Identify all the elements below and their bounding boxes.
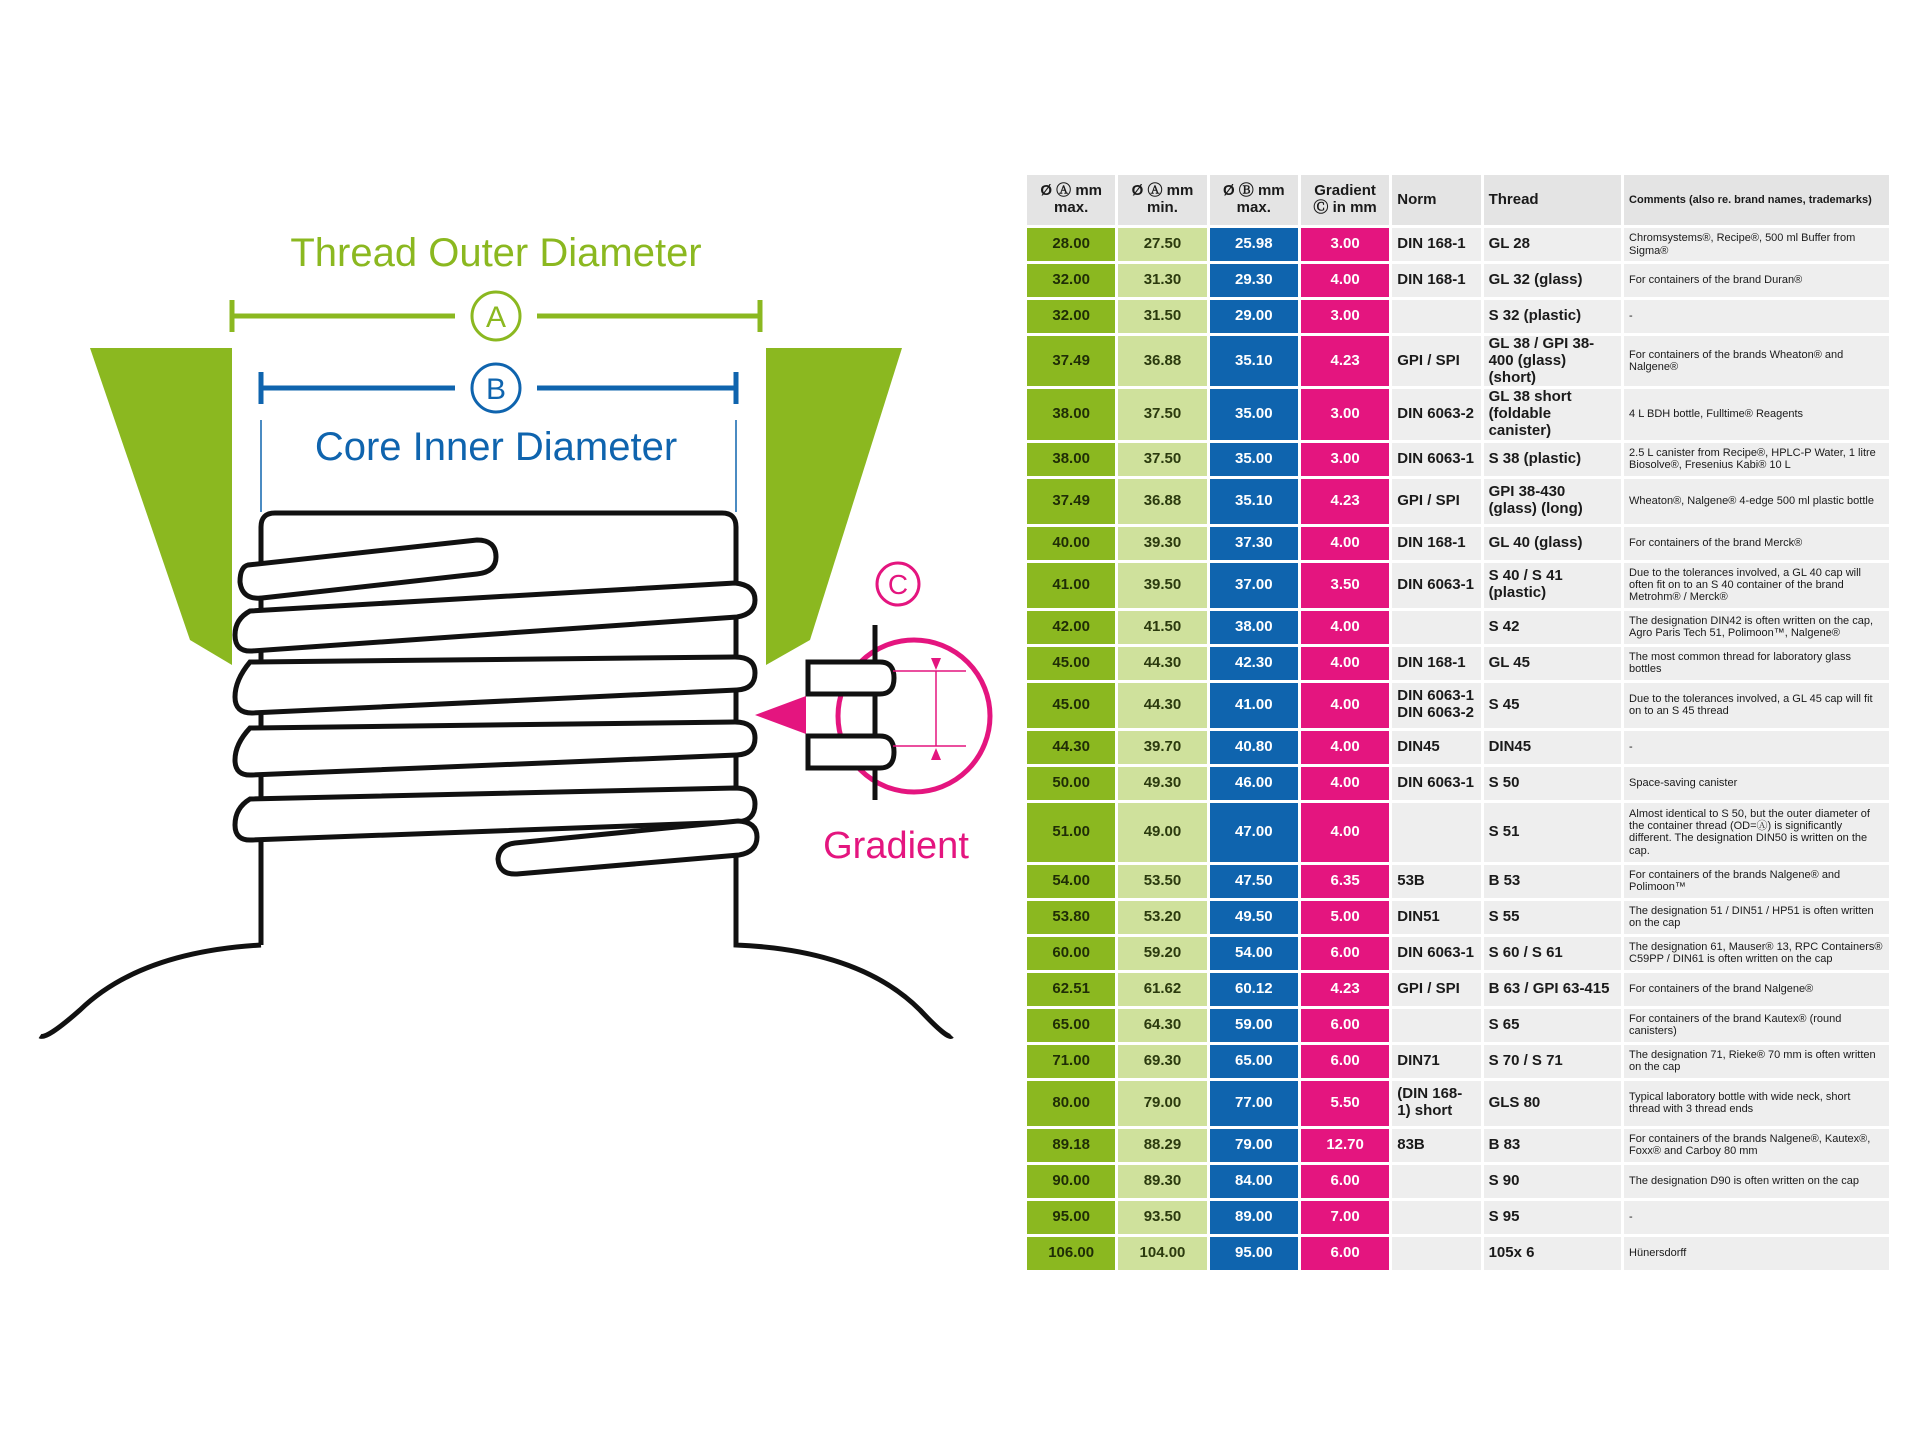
table-row (1027, 563, 1889, 608)
table-row (1027, 300, 1889, 333)
cell-b-max: 35.10 (1210, 336, 1298, 386)
cell-gradient: 6.00 (1301, 1045, 1389, 1078)
cell-thread: S 55 (1484, 901, 1621, 934)
cell-b-max: 42.30 (1210, 647, 1298, 680)
cap-left-wall (90, 348, 232, 665)
cell-b-max: 40.80 (1210, 731, 1298, 764)
cell-norm (1392, 1237, 1480, 1270)
cell-norm (1392, 803, 1480, 862)
cell-a-min: 39.70 (1118, 731, 1206, 764)
cell-a-min: 44.30 (1118, 647, 1206, 680)
cell-a-max: 45.00 (1027, 683, 1115, 728)
cell-gradient: 6.00 (1301, 1165, 1389, 1198)
cell-gradient: 4.00 (1301, 767, 1389, 800)
table-row (1027, 264, 1889, 297)
cell-thread: DIN45 (1484, 731, 1621, 764)
cell-norm: DIN 6063-1 (1392, 443, 1480, 476)
cell-a-min: 41.50 (1118, 611, 1206, 644)
cell-thread: S 32 (plastic) (1484, 300, 1621, 333)
cell-thread: B 53 (1484, 865, 1621, 898)
cell-comment: Almost identical to S 50, but the outer diameter of the container thread (OD=Ⓐ) is significantly different. The designation DIN50 is written on the cap. (1624, 803, 1889, 862)
cell-a-max: 65.00 (1027, 1009, 1115, 1042)
table-row (1027, 803, 1889, 862)
cell-gradient: 12.70 (1301, 1129, 1389, 1162)
cell-comment: For containers of the brands Nalgene® and Polimoon™ (1624, 865, 1889, 898)
cell-thread: GL 45 (1484, 647, 1621, 680)
cell-gradient: 3.00 (1301, 228, 1389, 261)
cell-norm: 83B (1392, 1129, 1480, 1162)
cell-a-min: 36.88 (1118, 479, 1206, 524)
cell-gradient: 4.00 (1301, 611, 1389, 644)
cell-comment: For containers of the brand Kautex® (round canisters) (1624, 1009, 1889, 1042)
cell-norm: DIN 168-1 (1392, 527, 1480, 560)
cell-comment: Wheaton®, Nalgene® 4-edge 500 ml plastic bottle (1624, 479, 1889, 524)
table-row (1027, 1081, 1889, 1126)
cell-norm (1392, 1201, 1480, 1234)
cell-gradient: 6.00 (1301, 937, 1389, 970)
cell-gradient: 5.50 (1301, 1081, 1389, 1126)
cell-a-min: 44.30 (1118, 683, 1206, 728)
cell-thread: B 83 (1484, 1129, 1621, 1162)
table-row (1027, 1165, 1889, 1198)
header-comments: Comments (also re. brand names, trademarks) (1624, 175, 1889, 225)
cell-gradient: 7.00 (1301, 1201, 1389, 1234)
table-row (1027, 683, 1889, 728)
cell-comment: The designation 71, Rieke® 70 mm is often written on the cap (1624, 1045, 1889, 1078)
cell-comment: Chromsystems®, Recipe®, 500 ml Buffer from Sigma® (1624, 228, 1889, 261)
cell-gradient: 4.23 (1301, 336, 1389, 386)
table-row (1027, 731, 1889, 764)
cell-norm: GPI / SPI (1392, 973, 1480, 1006)
table-row (1027, 973, 1889, 1006)
cell-a-min: 49.30 (1118, 767, 1206, 800)
cell-comment: Due to the tolerances involved, a GL 45 cap will fit on to an S 45 thread (1624, 683, 1889, 728)
cell-a-max: 38.00 (1027, 389, 1115, 439)
table-row (1027, 767, 1889, 800)
cell-b-max: 65.00 (1210, 1045, 1298, 1078)
cell-norm: GPI / SPI (1392, 336, 1480, 386)
cell-a-min: 37.50 (1118, 389, 1206, 439)
cell-a-max: 37.49 (1027, 336, 1115, 386)
cell-norm: DIN51 (1392, 901, 1480, 934)
cell-comment: For containers of the brands Nalgene®, Kautex®, Foxx® and Carboy 80 mm (1624, 1129, 1889, 1162)
cell-a-min: 39.30 (1118, 527, 1206, 560)
cell-b-max: 89.00 (1210, 1201, 1298, 1234)
cell-a-max: 62.51 (1027, 973, 1115, 1006)
cell-comment: Space-saving canister (1624, 767, 1889, 800)
table-row (1027, 901, 1889, 934)
cell-b-max: 41.00 (1210, 683, 1298, 728)
table-row (1027, 937, 1889, 970)
cell-thread: S 70 / S 71 (1484, 1045, 1621, 1078)
cell-b-max: 59.00 (1210, 1009, 1298, 1042)
cell-thread: S 38 (plastic) (1484, 443, 1621, 476)
cell-a-min: 49.00 (1118, 803, 1206, 862)
cell-norm (1392, 1165, 1480, 1198)
cell-gradient: 6.35 (1301, 865, 1389, 898)
header-norm: Norm (1392, 175, 1480, 225)
cell-a-min: 69.30 (1118, 1045, 1206, 1078)
cell-a-max: 106.00 (1027, 1237, 1115, 1270)
cell-a-max: 51.00 (1027, 803, 1115, 862)
cell-gradient: 4.23 (1301, 973, 1389, 1006)
cell-thread: GL 28 (1484, 228, 1621, 261)
header-a-max: Ø Ⓐ mm max. (1027, 175, 1115, 225)
cell-gradient: 4.00 (1301, 683, 1389, 728)
cell-thread: S 40 / S 41 (plastic) (1484, 563, 1621, 608)
header-b-max: Ø Ⓑ mm max. (1210, 175, 1298, 225)
marker-c: C (887, 569, 909, 600)
cell-gradient: 3.00 (1301, 389, 1389, 439)
cell-a-max: 32.00 (1027, 264, 1115, 297)
thread-spec-table (1024, 172, 1892, 1273)
cell-a-max: 37.49 (1027, 479, 1115, 524)
cell-a-min: 64.30 (1118, 1009, 1206, 1042)
cell-a-max: 60.00 (1027, 937, 1115, 970)
cell-a-max: 80.00 (1027, 1081, 1115, 1126)
cell-b-max: 35.00 (1210, 443, 1298, 476)
cell-a-max: 40.00 (1027, 527, 1115, 560)
cell-comment: The designation D90 is often written on the cap (1624, 1165, 1889, 1198)
cell-b-max: 95.00 (1210, 1237, 1298, 1270)
cell-comment: For containers of the brand Merck® (1624, 527, 1889, 560)
cell-gradient: 4.00 (1301, 647, 1389, 680)
table-row (1027, 1201, 1889, 1234)
cell-thread: GL 32 (glass) (1484, 264, 1621, 297)
table-row (1027, 865, 1889, 898)
marker-b: B (485, 373, 507, 406)
cell-gradient: 4.00 (1301, 264, 1389, 297)
cell-thread: S 50 (1484, 767, 1621, 800)
cell-b-max: 79.00 (1210, 1129, 1298, 1162)
cell-a-max: 50.00 (1027, 767, 1115, 800)
cell-comment: The designation 61, Mauser® 13, RPC Containers® C59PP / DIN61 is often written on the cap (1624, 937, 1889, 970)
cell-a-max: 90.00 (1027, 1165, 1115, 1198)
cell-a-min: 104.00 (1118, 1237, 1206, 1270)
cell-comment: For containers of the brands Wheaton® and Nalgene® (1624, 336, 1889, 386)
cell-norm: DIN45 (1392, 731, 1480, 764)
cell-b-max: 47.50 (1210, 865, 1298, 898)
cell-gradient: 4.00 (1301, 803, 1389, 862)
cell-thread: S 95 (1484, 1201, 1621, 1234)
cell-norm: 53B (1392, 865, 1480, 898)
cell-comment: - (1624, 1201, 1889, 1234)
thread-ridges (235, 540, 757, 874)
cell-comment: The designation 51 / DIN51 / HP51 is often written on the cap (1624, 901, 1889, 934)
cell-a-max: 95.00 (1027, 1201, 1115, 1234)
table-row (1027, 611, 1889, 644)
cell-a-min: 79.00 (1118, 1081, 1206, 1126)
header-gradient: Gradient Ⓒ in mm (1301, 175, 1389, 225)
cell-norm: DIN 6063-2 (1392, 389, 1480, 439)
cell-a-max: 28.00 (1027, 228, 1115, 261)
cap-right-wall (766, 348, 902, 665)
cell-thread: S 51 (1484, 803, 1621, 862)
cell-b-max: 46.00 (1210, 767, 1298, 800)
table-row (1027, 1045, 1889, 1078)
cell-b-max: 35.00 (1210, 389, 1298, 439)
header-thread: Thread (1484, 175, 1621, 225)
cell-norm: DIN 6063-1 (1392, 767, 1480, 800)
cell-a-min: 31.50 (1118, 300, 1206, 333)
cell-gradient: 4.00 (1301, 527, 1389, 560)
cell-norm: GPI / SPI (1392, 479, 1480, 524)
cell-a-max: 44.30 (1027, 731, 1115, 764)
cell-b-max: 60.12 (1210, 973, 1298, 1006)
cell-norm: DIN 6063-1 (1392, 937, 1480, 970)
cell-comment: Typical laboratory bottle with wide neck, short thread with 3 thread ends (1624, 1081, 1889, 1126)
header-a-min: Ø Ⓐ mm min. (1118, 175, 1206, 225)
table-row (1027, 479, 1889, 524)
table-row (1027, 1129, 1889, 1162)
cell-thread: GPI 38-430 (glass) (long) (1484, 479, 1621, 524)
cell-a-min: 89.30 (1118, 1165, 1206, 1198)
cell-b-max: 38.00 (1210, 611, 1298, 644)
table-row (1027, 443, 1889, 476)
cell-norm: DIN 168-1 (1392, 228, 1480, 261)
bottle-shoulder-left (40, 945, 261, 1036)
cell-thread: GL 38 / GPI 38-400 (glass) (short) (1484, 336, 1621, 386)
cell-thread: S 45 (1484, 683, 1621, 728)
cell-norm: (DIN 168-1) short (1392, 1081, 1480, 1126)
cell-b-max: 29.00 (1210, 300, 1298, 333)
cell-a-max: 41.00 (1027, 563, 1115, 608)
cell-a-max: 53.80 (1027, 901, 1115, 934)
cell-b-max: 47.00 (1210, 803, 1298, 862)
cell-comment: - (1624, 300, 1889, 333)
cell-a-max: 89.18 (1027, 1129, 1115, 1162)
table-row (1027, 389, 1889, 439)
table-row (1027, 336, 1889, 386)
table-row (1027, 527, 1889, 560)
cell-norm: DIN71 (1392, 1045, 1480, 1078)
cell-gradient: 4.23 (1301, 479, 1389, 524)
cell-a-max: 71.00 (1027, 1045, 1115, 1078)
cell-comment: The designation DIN42 is often written on the cap, Agro Paris Tech 51, Polimoon™, Nalgene® (1624, 611, 1889, 644)
cell-a-min: 61.62 (1118, 973, 1206, 1006)
cell-comment: Due to the tolerances involved, a GL 40 cap will often fit on to an S 40 container of the brand Metrohm® / Merck® (1624, 563, 1889, 608)
cell-thread: S 42 (1484, 611, 1621, 644)
cell-comment: 4 L BDH bottle, Fulltime® Reagents (1624, 389, 1889, 439)
cell-a-max: 42.00 (1027, 611, 1115, 644)
cell-b-max: 25.98 (1210, 228, 1298, 261)
cell-b-max: 77.00 (1210, 1081, 1298, 1126)
cell-thread: 105x 6 (1484, 1237, 1621, 1270)
cell-a-max: 38.00 (1027, 443, 1115, 476)
cell-thread: S 65 (1484, 1009, 1621, 1042)
cell-norm: DIN 6063-1 (1392, 563, 1480, 608)
cell-a-min: 93.50 (1118, 1201, 1206, 1234)
cell-comment: 2.5 L canister from Recipe®, HPLC-P Water, 1 litre Biosolve®, Fresenius Kabi® 10 L (1624, 443, 1889, 476)
cell-b-max: 84.00 (1210, 1165, 1298, 1198)
cell-comment: The most common thread for laboratory glass bottles (1624, 647, 1889, 680)
cell-norm: DIN 168-1 (1392, 647, 1480, 680)
cell-a-min: 59.20 (1118, 937, 1206, 970)
cell-b-max: 29.30 (1210, 264, 1298, 297)
cell-norm (1392, 611, 1480, 644)
marker-a: A (485, 301, 507, 334)
table-row (1027, 228, 1889, 261)
cell-a-min: 37.50 (1118, 443, 1206, 476)
cell-comment: Hünersdorff (1624, 1237, 1889, 1270)
cell-comment: - (1624, 731, 1889, 764)
cell-a-min: 39.50 (1118, 563, 1206, 608)
cell-gradient: 6.00 (1301, 1009, 1389, 1042)
cell-thread: GLS 80 (1484, 1081, 1621, 1126)
cell-a-min: 53.50 (1118, 865, 1206, 898)
cell-b-max: 54.00 (1210, 937, 1298, 970)
core-inner-diameter-label: Core Inner Diameter (314, 425, 678, 469)
cell-norm: DIN 6063-1 DIN 6063-2 (1392, 683, 1480, 728)
cell-comment: For containers of the brand Duran® (1624, 264, 1889, 297)
cell-comment: For containers of the brand Nalgene® (1624, 973, 1889, 1006)
cell-norm (1392, 300, 1480, 333)
gradient-label: Gradient (823, 825, 969, 867)
cell-norm (1392, 1009, 1480, 1042)
cell-b-max: 49.50 (1210, 901, 1298, 934)
cell-a-min: 27.50 (1118, 228, 1206, 261)
cell-gradient: 3.00 (1301, 443, 1389, 476)
cell-gradient: 3.00 (1301, 300, 1389, 333)
cell-gradient: 6.00 (1301, 1237, 1389, 1270)
cell-thread: S 60 / S 61 (1484, 937, 1621, 970)
cell-b-max: 37.30 (1210, 527, 1298, 560)
cell-norm: DIN 168-1 (1392, 264, 1480, 297)
cell-a-max: 54.00 (1027, 865, 1115, 898)
cell-a-min: 31.30 (1118, 264, 1206, 297)
table-header-row (1027, 175, 1889, 225)
cell-b-max: 37.00 (1210, 563, 1298, 608)
cell-gradient: 4.00 (1301, 731, 1389, 764)
cell-thread: S 90 (1484, 1165, 1621, 1198)
cell-gradient: 5.00 (1301, 901, 1389, 934)
cell-a-max: 32.00 (1027, 300, 1115, 333)
table-body (1027, 228, 1889, 1270)
cell-thread: GL 40 (glass) (1484, 527, 1621, 560)
cell-a-min: 36.88 (1118, 336, 1206, 386)
cell-a-min: 88.29 (1118, 1129, 1206, 1162)
cell-a-min: 53.20 (1118, 901, 1206, 934)
cell-gradient: 3.50 (1301, 563, 1389, 608)
cell-thread: B 63 / GPI 63-415 (1484, 973, 1621, 1006)
table-row (1027, 647, 1889, 680)
table-row (1027, 1237, 1889, 1270)
table-row (1027, 1009, 1889, 1042)
cell-a-max: 45.00 (1027, 647, 1115, 680)
cell-thread: GL 38 short (foldable canister) (1484, 389, 1621, 439)
thread-outer-diameter-label: Thread Outer Diameter (290, 231, 702, 275)
cell-b-max: 35.10 (1210, 479, 1298, 524)
